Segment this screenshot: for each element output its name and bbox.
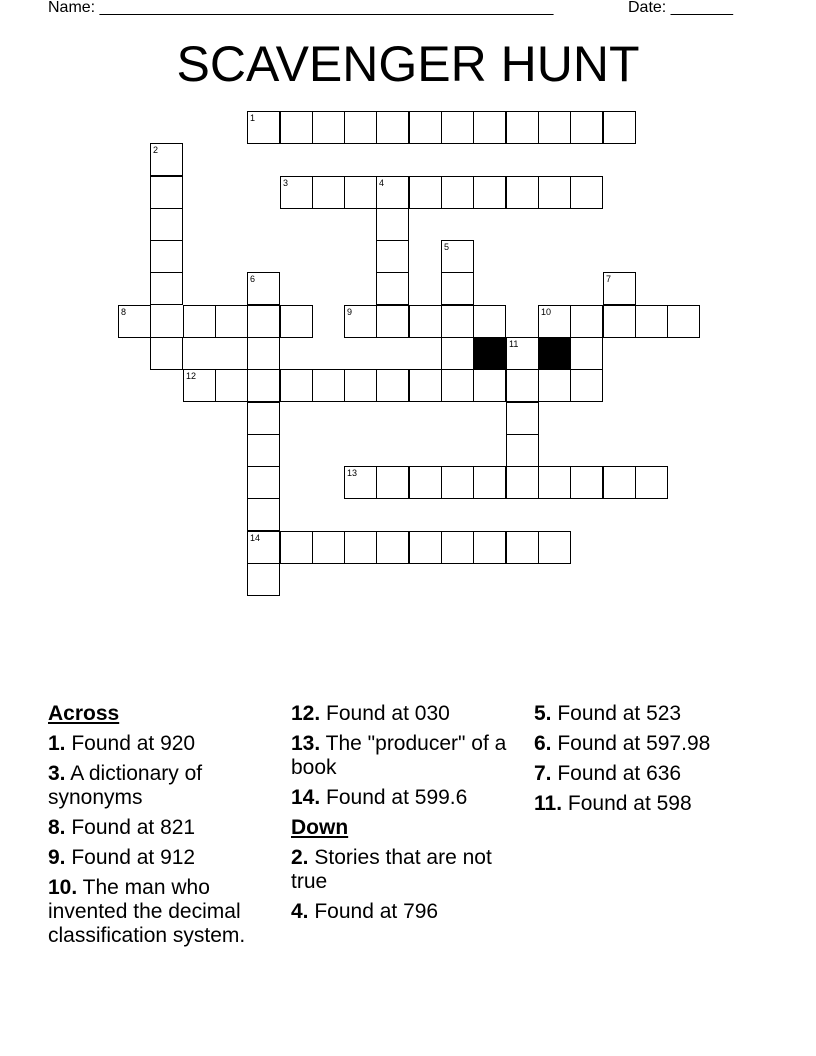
crossword-cell <box>280 305 313 338</box>
clue-down-6 <box>534 732 769 756</box>
crossword-cell <box>603 466 636 499</box>
crossword-black-cell <box>538 337 571 370</box>
crossword-cell <box>312 176 345 209</box>
clue-number: 12. <box>291 702 321 725</box>
clue-column-1 <box>48 702 283 954</box>
crossword-cell <box>473 466 506 499</box>
clue-text: Found at 030 <box>320 702 450 725</box>
clue-across-13 <box>291 732 526 780</box>
crossword-cell <box>150 176 183 209</box>
crossword-cell <box>376 369 409 402</box>
clue-number: 7. <box>534 762 552 785</box>
crossword-cell <box>344 111 377 144</box>
crossword-cell <box>441 466 474 499</box>
crossword-cell <box>538 531 571 564</box>
crossword-cell <box>215 369 248 402</box>
crossword-cell <box>603 272 636 305</box>
clue-text: Found at 920 <box>65 732 196 755</box>
cell-number: 11 <box>509 339 519 349</box>
cell-number: 12 <box>186 371 197 381</box>
clue-across-9 <box>48 846 283 870</box>
crossword-cell <box>506 466 539 499</box>
crossword-cell <box>247 305 280 338</box>
crossword-cell <box>150 143 183 176</box>
crossword-cell <box>280 369 313 402</box>
down-heading: Down <box>291 816 349 839</box>
crossword-cell <box>183 369 216 402</box>
clue-text: The man who invented the decimal classification system. <box>48 876 246 947</box>
crossword-cell <box>312 531 345 564</box>
crossword-cell <box>312 369 345 402</box>
crossword-cell <box>183 305 216 338</box>
crossword-cell <box>667 305 700 338</box>
cell-number: 9 <box>347 307 353 317</box>
crossword-cell <box>409 369 442 402</box>
clue-across-14 <box>291 786 526 810</box>
cell-number: 1 <box>250 113 256 123</box>
clue-text: Found at 912 <box>65 846 196 869</box>
clue-number: 3. <box>48 762 66 785</box>
crossword-cell <box>247 531 280 564</box>
clue-down-4 <box>291 900 526 924</box>
crossword-cell <box>441 272 474 305</box>
cell-number: 3 <box>283 178 289 188</box>
clue-number: 11. <box>534 792 563 815</box>
clue-down-11 <box>534 792 769 816</box>
crossword-cell <box>376 466 409 499</box>
crossword-cell <box>376 240 409 273</box>
clue-text: Found at 821 <box>65 816 196 839</box>
cell-number: 8 <box>121 307 127 317</box>
date-field-label: Date: _______ <box>628 0 733 16</box>
page-title: SCAVENGER HUNT <box>176 36 640 92</box>
crossword-cell <box>247 402 280 435</box>
clue-down-7 <box>534 762 769 786</box>
crossword-cell <box>506 337 539 370</box>
cell-number: 7 <box>606 274 612 284</box>
crossword-cell <box>376 531 409 564</box>
clue-number: 14. <box>291 786 321 809</box>
crossword-cell <box>570 305 603 338</box>
cell-number: 4 <box>379 178 385 188</box>
crossword-cell <box>344 305 377 338</box>
crossword-cell <box>441 111 474 144</box>
crossword-cell <box>473 176 506 209</box>
crossword-cell <box>570 337 603 370</box>
clue-down-5 <box>534 702 769 726</box>
crossword-cell <box>441 305 474 338</box>
clue-number: 8. <box>48 816 66 839</box>
crossword-cell <box>344 466 377 499</box>
clue-number: 10. <box>48 876 78 899</box>
clue-number: 9. <box>48 846 66 869</box>
crossword-cell <box>247 369 280 402</box>
crossword-cell <box>473 111 506 144</box>
crossword-cell <box>473 305 506 338</box>
crossword-black-cell <box>473 337 506 370</box>
across-heading: Across <box>48 702 120 725</box>
clue-across-3 <box>48 762 283 810</box>
crossword-cell <box>570 369 603 402</box>
crossword-cell <box>215 305 248 338</box>
crossword-cell <box>312 111 345 144</box>
clue-text: Found at 636 <box>551 762 682 785</box>
clue-across-8 <box>48 816 283 840</box>
crossword-cell <box>409 111 442 144</box>
cell-number: 5 <box>444 242 450 252</box>
crossword-cell <box>150 272 183 305</box>
crossword-cell <box>570 176 603 209</box>
crossword-cell <box>409 531 442 564</box>
crossword-cell <box>506 402 539 435</box>
crossword-cell <box>247 466 280 499</box>
crossword-cell <box>150 240 183 273</box>
clue-text: Stories that are not true <box>291 846 492 893</box>
crossword-cell <box>409 466 442 499</box>
crossword-cell <box>280 176 313 209</box>
clue-column-3 <box>534 702 769 822</box>
crossword-cell <box>538 369 571 402</box>
crossword-cell <box>150 208 183 241</box>
crossword-cell <box>376 272 409 305</box>
crossword-cell <box>473 369 506 402</box>
clue-number: 1. <box>48 732 66 755</box>
crossword-cell <box>441 531 474 564</box>
crossword-cell <box>506 531 539 564</box>
crossword-cell <box>280 111 313 144</box>
crossword-cell <box>538 111 571 144</box>
crossword-cell <box>247 563 280 596</box>
crossword-cell <box>280 531 313 564</box>
cell-number: 2 <box>153 145 159 155</box>
clue-number: 2. <box>291 846 309 869</box>
crossword-cell <box>603 111 636 144</box>
crossword-cell <box>376 305 409 338</box>
clue-text: The "producer" of a book <box>291 732 507 779</box>
clue-number: 6. <box>534 732 552 755</box>
cell-number: 14 <box>250 533 261 543</box>
crossword-cell <box>635 466 668 499</box>
clue-down-2 <box>291 846 526 894</box>
crossword-cell <box>247 337 280 370</box>
clue-text: Found at 597.98 <box>551 732 711 755</box>
clue-text: A dictionary of synonyms <box>48 762 203 809</box>
crossword-cell <box>344 531 377 564</box>
clue-number: 13. <box>291 732 321 755</box>
crossword-cell <box>570 466 603 499</box>
crossword-cell <box>441 337 474 370</box>
name-field-label: Name: ___________________________________________________ <box>48 0 554 16</box>
crossword-cell <box>409 176 442 209</box>
crossword-cell <box>570 111 603 144</box>
crossword-cell <box>247 272 280 305</box>
clue-number: 5. <box>534 702 552 725</box>
crossword-cell <box>247 498 280 531</box>
crossword-cell <box>376 208 409 241</box>
clue-text: Found at 796 <box>308 900 439 923</box>
crossword-cell <box>635 305 668 338</box>
crossword-cell <box>506 434 539 467</box>
crossword-cell <box>376 111 409 144</box>
crossword-cell <box>344 369 377 402</box>
crossword-cell <box>441 369 474 402</box>
crossword-cell <box>247 434 280 467</box>
crossword-cell <box>441 176 474 209</box>
clue-column-2 <box>291 702 526 930</box>
cell-number: 10 <box>541 307 552 317</box>
crossword-cell <box>344 176 377 209</box>
clue-text: Found at 599.6 <box>320 786 468 809</box>
crossword-cell <box>473 531 506 564</box>
crossword-cell <box>538 305 571 338</box>
crossword-cell <box>376 176 409 209</box>
crossword-cell <box>603 305 636 338</box>
crossword-cell <box>409 305 442 338</box>
crossword-cell <box>247 111 280 144</box>
crossword-cell <box>118 305 151 338</box>
clue-text: Found at 523 <box>551 702 682 725</box>
clue-across-10 <box>48 876 283 948</box>
clue-number: 4. <box>291 900 309 923</box>
clue-across-1 <box>48 732 283 756</box>
crossword-cell <box>150 337 183 370</box>
clue-across-12 <box>291 702 526 726</box>
clue-text: Found at 598 <box>562 792 692 815</box>
crossword-cell <box>506 111 539 144</box>
crossword-cell <box>506 176 539 209</box>
cell-number: 6 <box>250 274 256 284</box>
crossword-cell <box>506 369 539 402</box>
crossword-cell <box>441 240 474 273</box>
crossword-cell <box>538 466 571 499</box>
crossword-cell <box>538 176 571 209</box>
cell-number: 13 <box>347 468 358 478</box>
